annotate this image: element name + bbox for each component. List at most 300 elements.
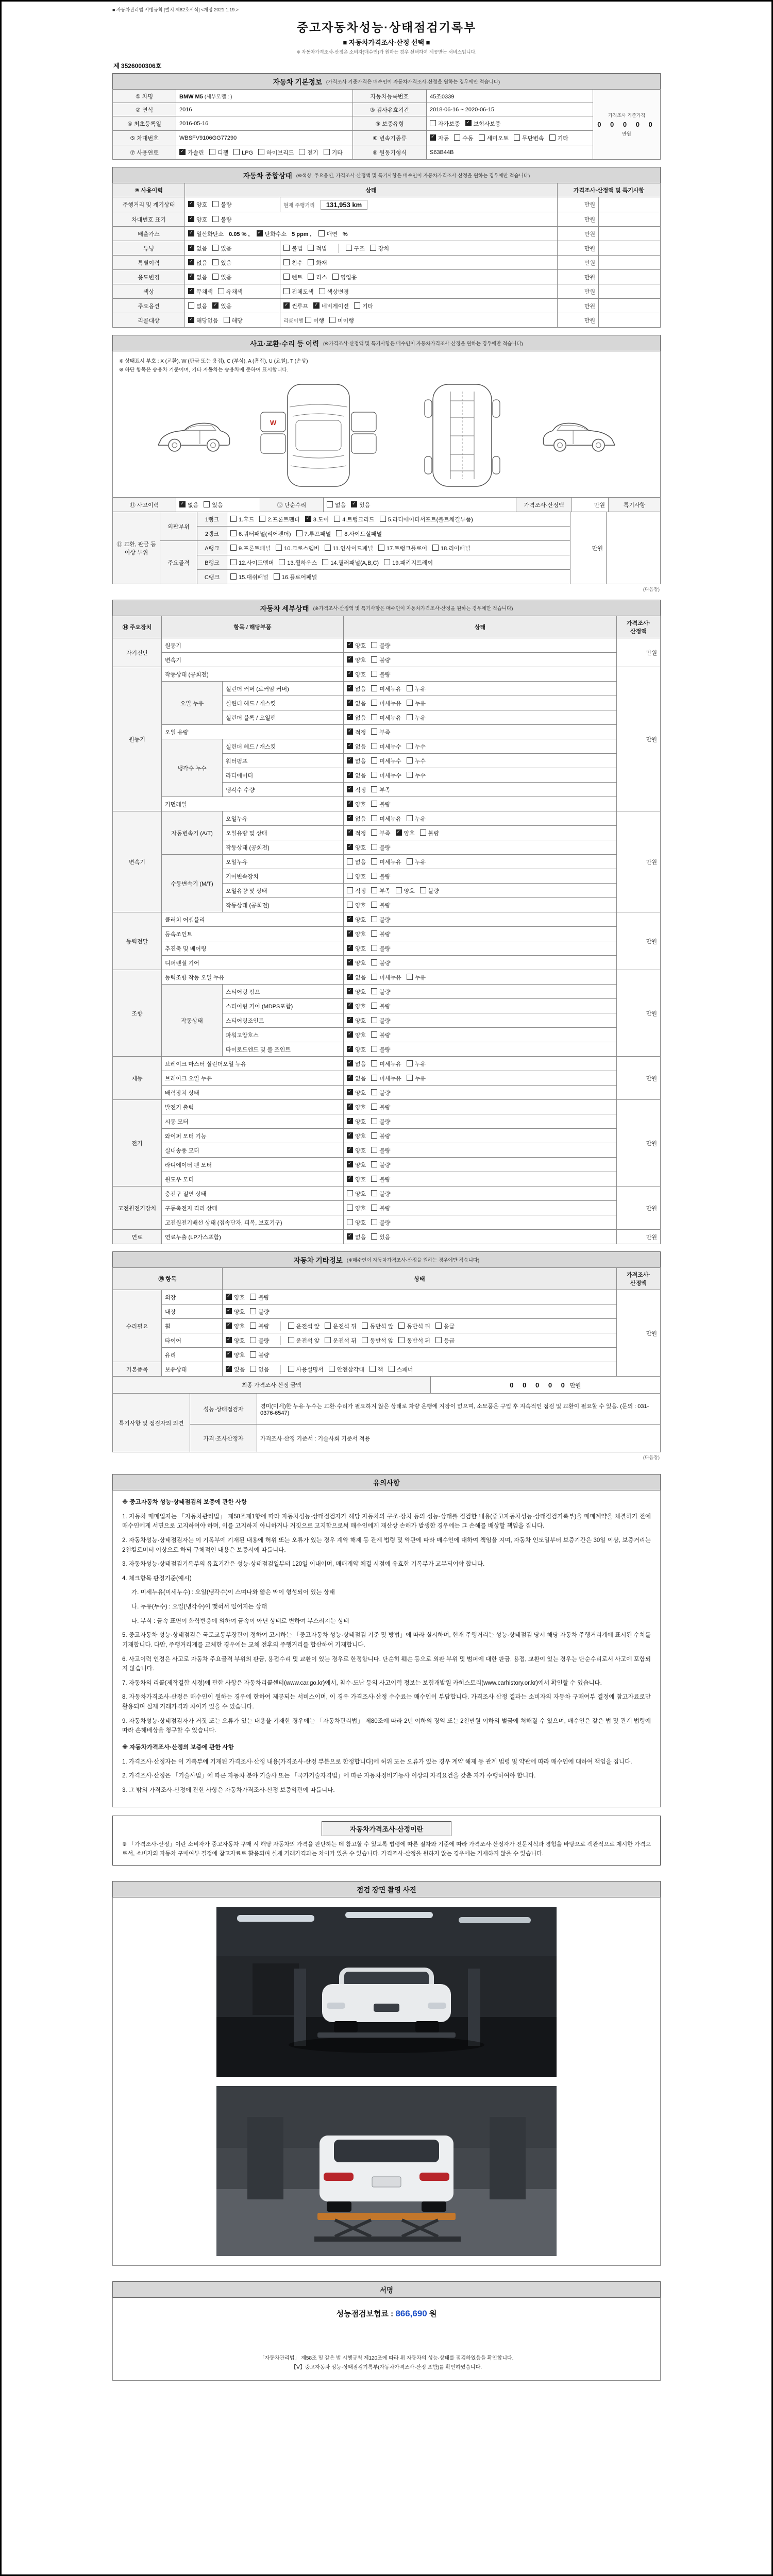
option[interactable] [347,1074,366,1082]
option[interactable] [188,244,207,252]
option[interactable] [212,200,231,209]
checkbox-icon[interactable] [329,1366,335,1372]
option[interactable] [407,815,426,823]
checkbox-icon[interactable] [305,317,311,323]
option[interactable] [371,901,390,909]
option[interactable] [347,829,366,837]
checkbox-icon[interactable] [347,714,353,720]
option[interactable] [279,558,317,567]
checkbox-icon[interactable] [420,887,426,893]
checkbox-icon[interactable] [230,545,237,551]
checkbox-icon[interactable] [299,149,305,155]
checkbox-icon[interactable] [371,772,377,778]
checkbox-icon[interactable] [188,245,194,251]
checkbox-icon[interactable] [371,1118,377,1124]
option[interactable] [347,685,366,693]
option[interactable] [233,149,253,156]
checkbox-icon[interactable] [371,700,377,706]
checkbox-icon[interactable] [347,786,353,792]
checkbox-icon[interactable] [188,201,194,207]
checkbox-icon[interactable] [371,1060,377,1066]
option[interactable] [347,858,366,866]
checkbox-icon[interactable] [230,559,237,565]
option[interactable] [430,120,460,128]
checkbox-icon[interactable] [347,1205,353,1211]
checkbox-icon[interactable] [347,930,353,937]
option[interactable] [288,1322,320,1330]
checkbox-icon[interactable] [396,829,402,836]
option[interactable] [435,1322,455,1330]
checkbox-icon[interactable] [549,134,556,141]
checkbox-icon[interactable] [407,772,413,778]
checkbox-icon[interactable] [283,302,290,309]
option[interactable] [329,316,354,325]
option[interactable] [250,1351,269,1359]
option[interactable] [347,887,366,895]
option[interactable] [347,1161,366,1169]
option[interactable] [371,829,390,837]
checkbox-icon[interactable] [407,1075,413,1081]
checkbox-icon[interactable] [347,815,353,821]
checkbox-icon[interactable] [371,671,377,677]
checkbox-icon[interactable] [319,288,325,294]
option[interactable] [188,273,207,281]
option[interactable] [332,273,357,281]
option[interactable] [179,148,204,157]
checkbox-icon[interactable] [354,302,360,309]
checkbox-icon[interactable] [435,1323,442,1329]
option[interactable] [432,544,470,552]
checkbox-icon[interactable] [407,700,413,706]
checkbox-icon[interactable] [250,1323,256,1329]
option[interactable] [347,1233,366,1241]
checkbox-icon[interactable] [347,685,353,691]
option[interactable] [407,742,426,751]
checkbox-icon[interactable] [407,974,413,980]
option[interactable] [212,302,231,310]
option[interactable] [407,858,426,866]
option[interactable] [347,988,366,996]
option[interactable] [371,1002,390,1010]
checkbox-icon[interactable] [204,501,210,507]
checkbox-icon[interactable] [347,671,353,677]
option[interactable] [380,515,473,523]
checkbox-icon[interactable] [371,1017,377,1023]
option[interactable] [212,259,231,267]
checkbox-icon[interactable] [347,959,353,965]
option[interactable] [188,259,207,267]
option[interactable] [347,944,366,953]
option[interactable] [347,670,366,679]
checkbox-icon[interactable] [347,1017,353,1023]
checkbox-icon[interactable] [407,685,413,691]
checkbox-icon[interactable] [288,1323,294,1329]
checkbox-icon[interactable] [371,757,377,764]
checkbox-icon[interactable] [369,1366,376,1372]
checkbox-icon[interactable] [430,134,436,141]
option[interactable] [347,699,366,707]
option[interactable] [384,558,433,567]
option[interactable] [230,573,268,581]
option[interactable] [226,1351,245,1359]
option[interactable] [226,1293,245,1301]
option[interactable] [371,930,390,938]
option[interactable] [226,1322,245,1330]
checkbox-icon[interactable] [305,516,311,522]
checkbox-icon[interactable] [371,916,377,922]
checkbox-icon[interactable] [226,1351,232,1358]
option[interactable] [308,273,327,281]
checkbox-icon[interactable] [396,887,402,893]
checkbox-icon[interactable] [283,259,290,265]
option[interactable] [371,887,390,895]
checkbox-icon[interactable] [371,945,377,951]
option[interactable] [308,244,327,252]
checkbox-icon[interactable] [347,1104,353,1110]
checkbox-icon[interactable] [212,259,219,265]
option[interactable] [325,1336,357,1345]
checkbox-icon[interactable] [371,858,377,865]
option[interactable] [347,1045,366,1054]
checkbox-icon[interactable] [398,1323,405,1329]
option[interactable] [407,757,426,765]
option[interactable] [347,815,366,823]
option[interactable] [212,244,231,252]
checkbox-icon[interactable] [347,1190,353,1196]
checkbox-icon[interactable] [288,1366,294,1372]
checkbox-icon[interactable] [325,1337,331,1343]
checkbox-icon[interactable] [362,1323,368,1329]
option[interactable] [389,1365,413,1374]
checkbox-icon[interactable] [259,516,265,522]
option[interactable] [371,1175,390,1183]
checkbox-icon[interactable] [347,772,353,778]
checkbox-icon[interactable] [347,887,353,893]
option[interactable] [296,530,331,538]
checkbox-icon[interactable] [347,829,353,836]
checkbox-icon[interactable] [346,245,352,251]
option[interactable] [257,230,287,238]
checkbox-icon[interactable] [371,815,377,821]
checkbox-icon[interactable] [327,501,333,507]
checkbox-icon[interactable] [371,1089,377,1095]
checkbox-icon[interactable] [250,1366,256,1372]
checkbox-icon[interactable] [371,887,377,893]
checkbox-icon[interactable] [288,1337,294,1343]
checkbox-icon[interactable] [371,642,377,648]
checkbox-icon[interactable] [371,873,377,879]
option[interactable] [347,930,366,938]
checkbox-icon[interactable] [371,902,377,908]
checkbox-icon[interactable] [283,274,290,280]
checkbox-icon[interactable] [226,1294,232,1300]
option[interactable] [347,757,366,765]
checkbox-icon[interactable] [347,1046,353,1052]
option[interactable] [407,1060,426,1068]
checkbox-icon[interactable] [283,288,290,294]
option[interactable] [258,148,294,157]
option[interactable] [188,302,207,310]
option[interactable] [407,1074,426,1082]
option[interactable] [371,973,401,981]
option[interactable] [283,273,303,281]
option[interactable] [407,699,426,707]
option[interactable] [371,843,390,852]
option[interactable] [226,1365,245,1374]
option[interactable] [347,641,366,650]
option[interactable] [209,148,228,157]
checkbox-icon[interactable] [371,1075,377,1081]
option[interactable] [212,273,231,281]
option[interactable] [407,685,426,693]
checkbox-icon[interactable] [258,149,264,155]
option[interactable] [549,134,568,142]
checkbox-icon[interactable] [432,545,439,551]
checkbox-icon[interactable] [188,302,194,309]
checkbox-icon[interactable] [371,1219,377,1225]
checkbox-icon[interactable] [179,501,186,507]
option[interactable] [347,916,366,924]
checkbox-icon[interactable] [371,1147,377,1153]
checkbox-icon[interactable] [226,1308,232,1314]
option[interactable] [347,771,366,779]
option[interactable] [347,1117,366,1126]
option[interactable] [204,501,223,509]
checkbox-icon[interactable] [313,302,320,309]
option[interactable] [218,287,243,296]
option[interactable] [420,829,439,837]
option[interactable] [347,1190,366,1198]
option[interactable] [371,1218,390,1227]
option[interactable] [325,1322,357,1330]
option[interactable] [371,1117,390,1126]
option[interactable] [371,858,401,866]
checkbox-icon[interactable] [347,743,353,749]
checkbox-icon[interactable] [230,530,237,536]
option[interactable] [299,148,318,157]
checkbox-icon[interactable] [212,201,219,207]
checkbox-icon[interactable] [371,988,377,994]
option[interactable] [479,134,509,142]
checkbox-icon[interactable] [318,230,325,236]
option[interactable] [336,530,382,538]
option[interactable] [351,501,370,509]
checkbox-icon[interactable] [334,516,340,522]
checkbox-icon[interactable] [347,974,353,980]
option[interactable] [226,1308,245,1316]
checkbox-icon[interactable] [325,545,331,551]
option[interactable] [283,259,303,267]
option[interactable] [371,916,390,924]
checkbox-icon[interactable] [479,134,485,141]
option[interactable] [371,944,390,953]
option[interactable] [347,714,366,722]
option[interactable] [188,215,207,224]
checkbox-icon[interactable] [347,902,353,908]
option[interactable] [371,872,390,880]
option[interactable] [212,215,231,224]
checkbox-icon[interactable] [371,1031,377,1038]
option[interactable] [371,1103,390,1111]
checkbox-icon[interactable] [435,1337,442,1343]
checkbox-icon[interactable] [308,259,314,265]
checkbox-icon[interactable] [398,1337,405,1343]
option[interactable] [407,714,426,722]
checkbox-icon[interactable] [371,656,377,663]
option[interactable] [347,786,366,794]
option[interactable] [347,1060,366,1068]
checkbox-icon[interactable] [336,530,342,536]
checkbox-icon[interactable] [250,1337,256,1343]
option[interactable] [514,134,544,142]
option[interactable] [371,1031,390,1039]
option[interactable] [354,302,373,310]
option[interactable] [288,1365,324,1374]
checkbox-icon[interactable] [371,685,377,691]
checkbox-icon[interactable] [257,230,263,236]
checkbox-icon[interactable] [454,134,460,141]
checkbox-icon[interactable] [370,245,376,251]
option[interactable] [371,786,390,794]
option[interactable] [371,1089,390,1097]
option[interactable] [224,316,243,325]
option[interactable] [371,742,401,751]
option[interactable] [250,1293,269,1301]
option[interactable] [347,872,366,880]
option[interactable] [347,1002,366,1010]
checkbox-icon[interactable] [371,829,377,836]
option[interactable] [329,1365,364,1374]
checkbox-icon[interactable] [347,1118,353,1124]
option[interactable] [347,1089,366,1097]
option[interactable] [347,959,366,967]
checkbox-icon[interactable] [274,573,280,580]
checkbox-icon[interactable] [296,530,303,536]
checkbox-icon[interactable] [371,1003,377,1009]
option[interactable] [362,1322,394,1330]
option[interactable] [371,1074,401,1082]
option[interactable] [371,988,390,996]
option[interactable] [226,1336,245,1345]
option[interactable] [347,1204,366,1212]
checkbox-icon[interactable] [329,317,335,323]
checkbox-icon[interactable] [347,757,353,764]
checkbox-icon[interactable] [188,259,194,265]
option[interactable] [396,887,415,895]
checkbox-icon[interactable] [384,559,390,565]
option[interactable] [250,1322,269,1330]
option[interactable] [288,1336,320,1345]
checkbox-icon[interactable] [347,1176,353,1182]
checkbox-icon[interactable] [226,1366,232,1372]
option[interactable] [347,800,366,808]
checkbox-icon[interactable] [371,801,377,807]
checkbox-icon[interactable] [347,844,353,850]
checkbox-icon[interactable] [308,274,314,280]
option[interactable] [230,530,291,538]
checkbox-icon[interactable] [347,916,353,922]
checkbox-icon[interactable] [371,1046,377,1052]
checkbox-icon[interactable] [347,1132,353,1139]
checkbox-icon[interactable] [347,642,353,648]
option[interactable] [188,230,224,238]
option[interactable] [371,670,390,679]
option[interactable] [347,742,366,751]
checkbox-icon[interactable] [347,1060,353,1066]
option[interactable] [347,843,366,852]
option[interactable] [371,714,401,722]
option[interactable] [371,1132,390,1140]
checkbox-icon[interactable] [407,815,413,821]
checkbox-icon[interactable] [212,245,219,251]
option[interactable] [407,771,426,779]
option[interactable] [371,1161,390,1169]
option[interactable] [371,1045,390,1054]
option[interactable] [398,1322,430,1330]
option[interactable] [371,1060,401,1068]
checkbox-icon[interactable] [332,274,339,280]
option[interactable] [407,973,426,981]
checkbox-icon[interactable] [371,974,377,980]
checkbox-icon[interactable] [283,245,290,251]
checkbox-icon[interactable] [224,317,230,323]
checkbox-icon[interactable] [188,288,194,294]
checkbox-icon[interactable] [212,274,219,280]
checkbox-icon[interactable] [371,728,377,735]
option[interactable] [347,1175,366,1183]
checkbox-icon[interactable] [407,858,413,865]
option[interactable] [346,244,365,252]
option[interactable] [313,302,349,310]
checkbox-icon[interactable] [420,829,426,836]
option[interactable] [230,544,271,552]
option[interactable] [230,515,254,523]
checkbox-icon[interactable] [276,545,282,551]
checkbox-icon[interactable] [347,1089,353,1095]
option[interactable] [454,134,473,142]
option[interactable] [371,1016,390,1025]
option[interactable] [188,200,207,209]
option[interactable] [371,1146,390,1155]
checkbox-icon[interactable] [380,516,386,522]
option[interactable] [319,287,349,296]
option[interactable] [396,829,415,837]
checkbox-icon[interactable] [188,317,194,323]
checkbox-icon[interactable] [347,1147,353,1153]
option[interactable] [305,515,329,523]
option[interactable] [371,815,401,823]
checkbox-icon[interactable] [324,149,330,155]
checkbox-icon[interactable] [212,216,219,222]
checkbox-icon[interactable] [188,216,194,222]
option[interactable] [420,887,439,895]
option[interactable] [250,1308,269,1316]
checkbox-icon[interactable] [371,959,377,965]
checkbox-icon[interactable] [347,1233,353,1240]
checkbox-icon[interactable] [233,149,240,155]
checkbox-icon[interactable] [230,573,237,580]
option[interactable] [347,901,366,909]
checkbox-icon[interactable] [371,1104,377,1110]
checkbox-icon[interactable] [188,230,194,236]
checkbox-icon[interactable] [371,1233,377,1240]
option[interactable] [371,757,401,765]
checkbox-icon[interactable] [250,1294,256,1300]
checkbox-icon[interactable] [407,757,413,764]
option[interactable] [274,573,317,581]
option[interactable] [371,699,401,707]
checkbox-icon[interactable] [371,844,377,850]
